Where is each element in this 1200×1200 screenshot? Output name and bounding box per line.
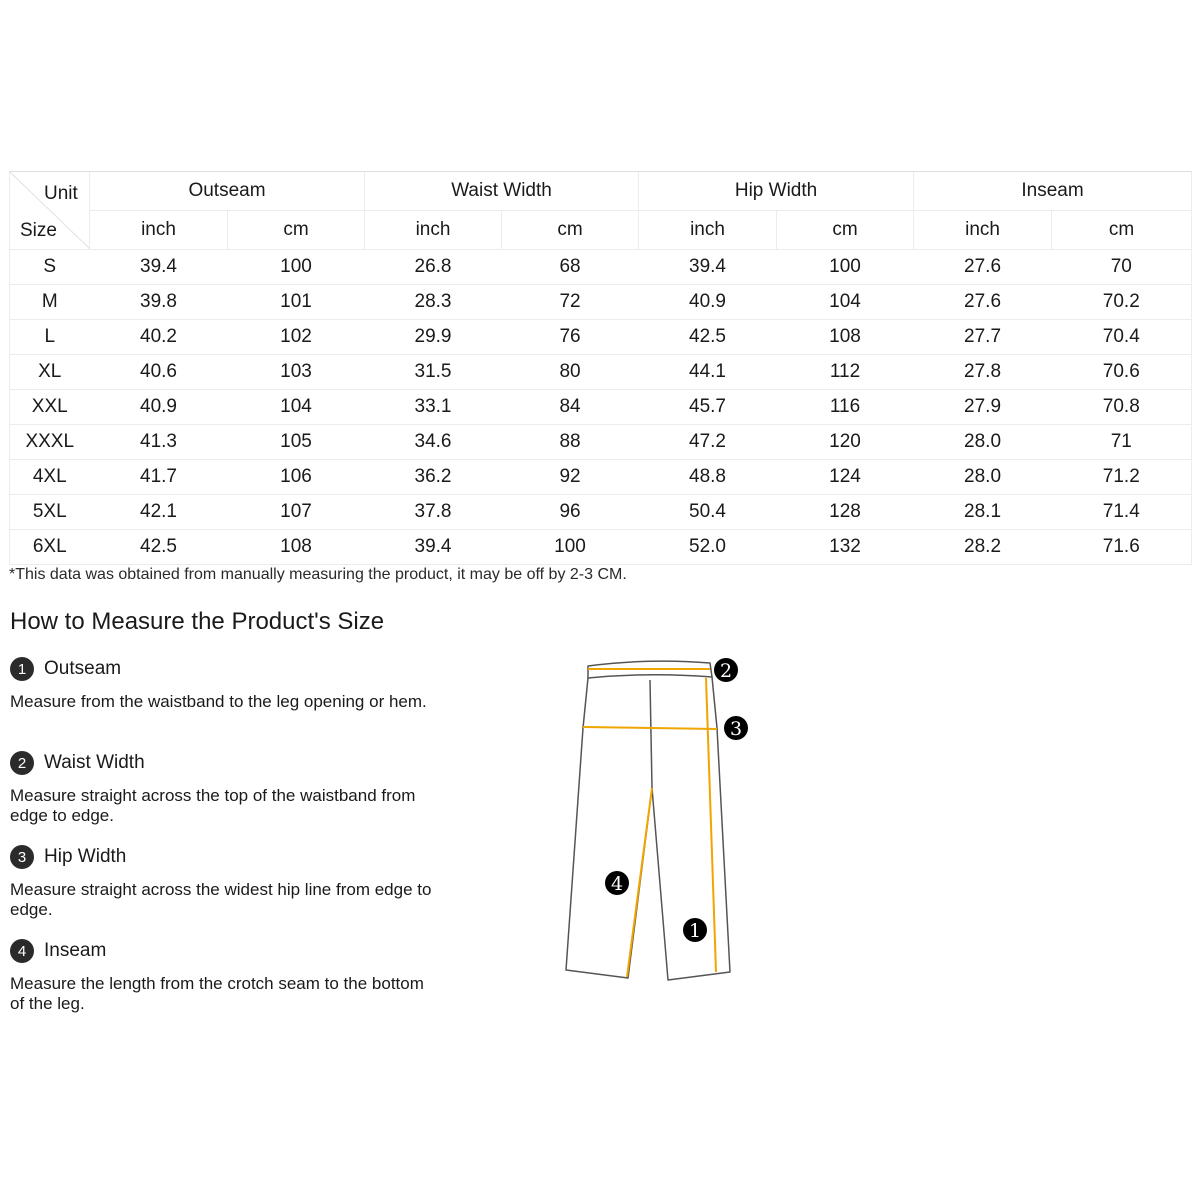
svg-text:2: 2 <box>719 660 733 682</box>
measurement-cell: 39.4 <box>365 530 502 565</box>
step-title: Outseam <box>44 658 122 679</box>
unit-header: inch <box>365 211 502 250</box>
step-title: Hip Width <box>44 846 127 867</box>
measurement-cell: 70.2 <box>1052 285 1192 320</box>
measurement-cell: 100 <box>777 250 914 285</box>
header-hip-width: Hip Width <box>639 172 914 211</box>
measurement-cell: 106 <box>228 460 365 495</box>
size-label: Size <box>20 220 57 241</box>
header-unit-row <box>10 211 1192 250</box>
measurement-cell: 116 <box>777 390 914 425</box>
svg-text:1: 1 <box>688 920 702 942</box>
step-title: Waist Width <box>44 752 145 773</box>
measurement-cell: 70.4 <box>1052 320 1192 355</box>
unit-header: inch <box>90 211 228 250</box>
measurement-cell: 37.8 <box>365 495 502 530</box>
measurement-cell: 40.6 <box>90 355 228 390</box>
measurement-cell: 76 <box>502 320 639 355</box>
unit-header: inch <box>914 211 1052 250</box>
hip-measure-line <box>583 727 717 729</box>
step-number-badge: 2 <box>10 751 34 775</box>
size-chart-table <box>9 171 1192 565</box>
table-row <box>10 530 1192 565</box>
measurement-cell: 71.2 <box>1052 460 1192 495</box>
size-cell: XXXL <box>10 425 90 460</box>
unit-header: inch <box>639 211 777 250</box>
measurement-cell: 41.7 <box>90 460 228 495</box>
measurement-cell: 128 <box>777 495 914 530</box>
size-cell: L <box>10 320 90 355</box>
measurement-cell: 70 <box>1052 250 1192 285</box>
measurement-cell: 112 <box>777 355 914 390</box>
step-description: Measure from the waistband to the leg opening or hem. <box>10 692 427 711</box>
step-number-badge: 1 <box>10 657 34 681</box>
outseam-measure-line <box>706 678 716 972</box>
table-row <box>10 285 1192 320</box>
measurement-cell: 33.1 <box>365 390 502 425</box>
step-number-badge: 4 <box>10 939 34 963</box>
measurement-cell: 71 <box>1052 425 1192 460</box>
table-row <box>10 320 1192 355</box>
measurement-cell: 108 <box>777 320 914 355</box>
measurement-cell: 50.4 <box>639 495 777 530</box>
unit-label: Unit <box>44 183 78 204</box>
measurement-cell: 31.5 <box>365 355 502 390</box>
measurement-cell: 100 <box>228 250 365 285</box>
measurement-cell: 27.6 <box>914 250 1052 285</box>
measurement-cell: 40.9 <box>639 285 777 320</box>
measurement-disclaimer: *This data was obtained from manually measuring the product, it may be off by 2-3 CM. <box>9 566 627 583</box>
size-cell: XL <box>10 355 90 390</box>
size-cell: 6XL <box>10 530 90 565</box>
measurement-cell: 48.8 <box>639 460 777 495</box>
inseam-measure-line <box>627 788 652 977</box>
measurement-cell: 28.1 <box>914 495 1052 530</box>
step-number-badge: 3 <box>10 845 34 869</box>
marker-3 <box>724 716 748 740</box>
measurement-cell: 27.8 <box>914 355 1052 390</box>
measurement-cell: 84 <box>502 390 639 425</box>
unit-size-corner <box>10 172 90 250</box>
measurement-cell: 45.7 <box>639 390 777 425</box>
step-waist-width <box>10 750 440 826</box>
measurement-cell: 27.6 <box>914 285 1052 320</box>
measurement-cell: 68 <box>502 250 639 285</box>
table-row <box>10 390 1192 425</box>
measurement-cell: 40.9 <box>90 390 228 425</box>
measurement-cell: 96 <box>502 495 639 530</box>
size-cell: 5XL <box>10 495 90 530</box>
measurement-cell: 42.5 <box>639 320 777 355</box>
measurement-cell: 27.9 <box>914 390 1052 425</box>
measurement-cell: 71.6 <box>1052 530 1192 565</box>
measurement-cell: 80 <box>502 355 639 390</box>
measurement-cell: 103 <box>228 355 365 390</box>
unit-header: cm <box>502 211 639 250</box>
unit-header: cm <box>777 211 914 250</box>
header-inseam: Inseam <box>914 172 1192 211</box>
pants-measurement-diagram <box>540 650 770 990</box>
measurement-cell: 41.3 <box>90 425 228 460</box>
measurement-cell: 104 <box>777 285 914 320</box>
size-cell: XXL <box>10 390 90 425</box>
measurement-cell: 107 <box>228 495 365 530</box>
measurement-cell: 42.1 <box>90 495 228 530</box>
measurement-cell: 124 <box>777 460 914 495</box>
measurement-cell: 27.7 <box>914 320 1052 355</box>
measurement-cell: 44.1 <box>639 355 777 390</box>
marker-4 <box>605 871 629 895</box>
table-row <box>10 460 1192 495</box>
size-cell: 4XL <box>10 460 90 495</box>
measurement-cell: 40.2 <box>90 320 228 355</box>
marker-1 <box>683 918 707 942</box>
size-cell: S <box>10 250 90 285</box>
measurement-cell: 120 <box>777 425 914 460</box>
svg-text:4: 4 <box>610 873 624 895</box>
measurement-cell: 29.9 <box>365 320 502 355</box>
step-title: Inseam <box>44 940 107 961</box>
measurement-cell: 52.0 <box>639 530 777 565</box>
step-description: Measure the length from the crotch seam to the bottom of the leg. <box>10 974 424 1013</box>
measurement-cell: 28.2 <box>914 530 1052 565</box>
header-waist-width: Waist Width <box>365 172 639 211</box>
measurement-cell: 100 <box>502 530 639 565</box>
measurement-cell: 47.2 <box>639 425 777 460</box>
measurement-cell: 104 <box>228 390 365 425</box>
measurement-cell: 34.6 <box>365 425 502 460</box>
step-outseam <box>10 656 440 712</box>
table-row <box>10 355 1192 390</box>
measurement-cell: 105 <box>228 425 365 460</box>
table-row <box>10 425 1192 460</box>
size-cell: M <box>10 285 90 320</box>
measurement-cell: 132 <box>777 530 914 565</box>
measurement-cell: 39.4 <box>639 250 777 285</box>
unit-header: cm <box>1052 211 1192 250</box>
measurement-cell: 28.3 <box>365 285 502 320</box>
measurement-cell: 72 <box>502 285 639 320</box>
measurement-cell: 39.4 <box>90 250 228 285</box>
marker-2 <box>714 658 738 682</box>
measurement-cell: 102 <box>228 320 365 355</box>
unit-header: cm <box>228 211 365 250</box>
measurement-cell: 42.5 <box>90 530 228 565</box>
measurement-cell: 28.0 <box>914 425 1052 460</box>
measurement-cell: 88 <box>502 425 639 460</box>
step-hip-width <box>10 844 440 920</box>
measurement-cell: 28.0 <box>914 460 1052 495</box>
measurement-cell: 101 <box>228 285 365 320</box>
measurement-cell: 92 <box>502 460 639 495</box>
table-row <box>10 495 1192 530</box>
step-inseam <box>10 938 440 1014</box>
measurement-cell: 26.8 <box>365 250 502 285</box>
measurement-cell: 108 <box>228 530 365 565</box>
measurement-cell: 71.4 <box>1052 495 1192 530</box>
step-description: Measure straight across the top of the waistband from edge to edge. <box>10 786 416 825</box>
measurement-cell: 70.6 <box>1052 355 1192 390</box>
measurement-cell: 36.2 <box>365 460 502 495</box>
table-row <box>10 250 1192 285</box>
step-description: Measure straight across the widest hip line from edge to edge. <box>10 880 432 919</box>
measurement-cell: 70.8 <box>1052 390 1192 425</box>
header-measurement-row <box>10 172 1192 211</box>
measurement-cell: 39.8 <box>90 285 228 320</box>
header-outseam: Outseam <box>90 172 365 211</box>
svg-text:3: 3 <box>729 718 743 740</box>
howto-title: How to Measure the Product's Size <box>10 608 385 635</box>
